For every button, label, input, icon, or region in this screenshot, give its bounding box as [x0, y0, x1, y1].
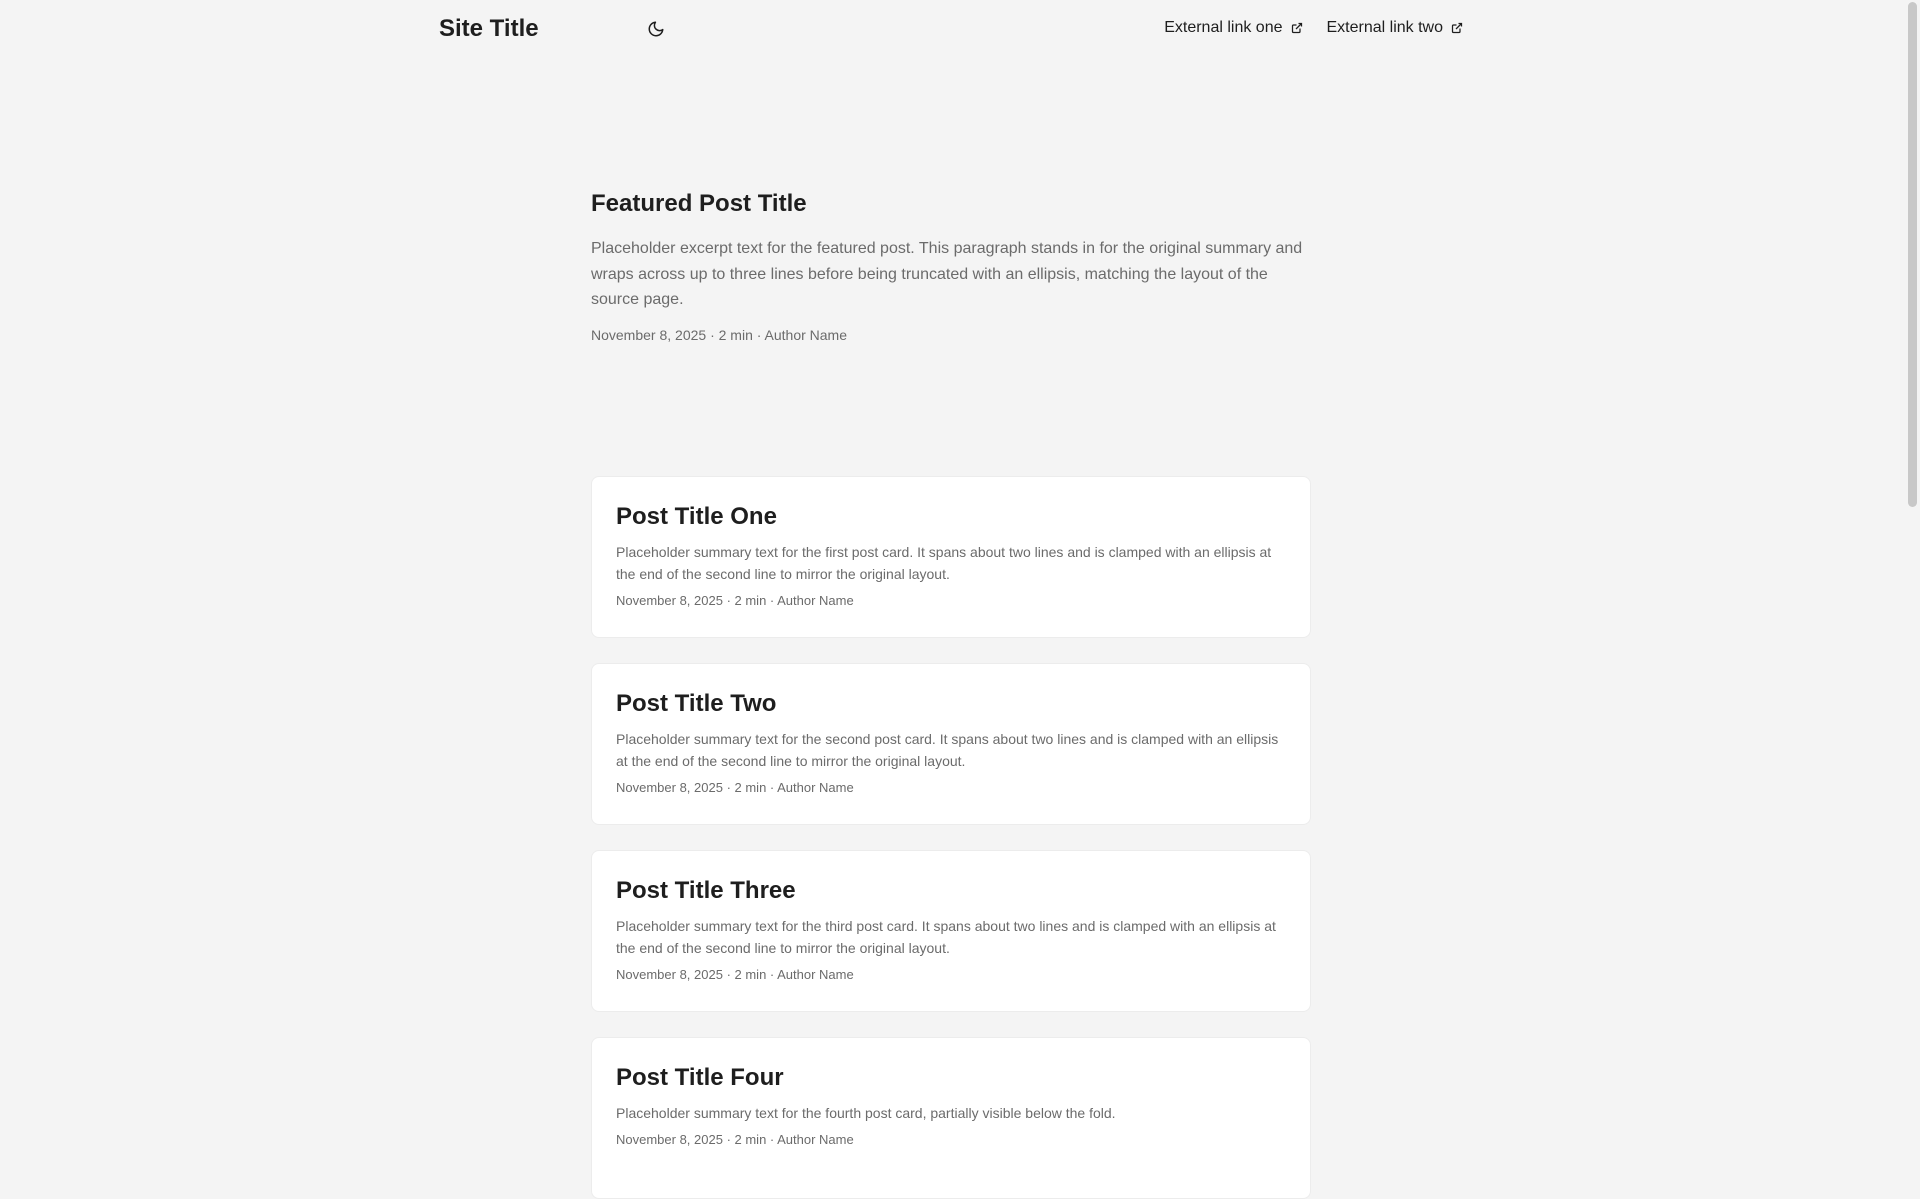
external-link-icon: [1451, 22, 1463, 34]
post-title: Post Title Two: [616, 690, 777, 717]
post-card[interactable]: [591, 663, 1311, 825]
nav-link-label: External link one: [1164, 19, 1283, 36]
site-title-link[interactable]: Site Title: [439, 15, 539, 42]
nav-link-1[interactable]: [1164, 19, 1302, 37]
external-link-icon: [1291, 22, 1303, 34]
post-excerpt: Placeholder summary text for the third post card. It spans about two lines and is clamped with an ellipsis at the end of the second line to mirror the original layout.: [616, 918, 1276, 956]
site-header: [0, 0, 1920, 60]
post-card[interactable]: [591, 1037, 1311, 1199]
post-excerpt: Placeholder summary text for the first post card. It spans about two lines and is clamped with an ellipsis at the end of the second line to mirror the original layout.: [616, 544, 1272, 582]
post-meta: November 8, 2025 · 2 min · Author Name: [616, 967, 854, 982]
nav-link-2[interactable]: [1327, 19, 1464, 37]
page-scrollbar[interactable]: [1905, 0, 1920, 1080]
post-meta: November 8, 2025 · 2 min · Author Name: [616, 1132, 854, 1147]
header-nav: [1164, 19, 1463, 37]
scrollbar-thumb[interactable]: [1908, 2, 1917, 507]
post-card[interactable]: [591, 850, 1311, 1012]
post-list: [591, 476, 1311, 1199]
featured-post: [591, 190, 1311, 343]
post-excerpt: Placeholder summary text for the second post card. It spans about two lines and is clamped with an ellipsis at the end of the second line to mirror the original layout.: [616, 731, 1279, 769]
post-title: Post Title One: [616, 503, 777, 530]
moon-icon[interactable]: [647, 20, 665, 38]
post-card[interactable]: [591, 476, 1311, 638]
featured-excerpt: Placeholder excerpt text for the featured post. This paragraph stands in for the original summary and wraps across up to three lines before being truncated with an ellipsis, matching the layout of the source page.: [591, 240, 1303, 308]
featured-meta: November 8, 2025 · 2 min · Author Name: [591, 326, 848, 343]
post-meta: November 8, 2025 · 2 min · Author Name: [616, 593, 854, 608]
featured-title: Featured Post Title: [591, 190, 807, 217]
post-meta: November 8, 2025 · 2 min · Author Name: [616, 780, 854, 795]
post-excerpt: Placeholder summary text for the fourth post card, partially visible below the fold.: [616, 1105, 1116, 1121]
nav-link-label: External link two: [1326, 19, 1443, 36]
post-title: Post Title Four: [616, 1064, 784, 1091]
post-title: Post Title Three: [616, 877, 796, 904]
